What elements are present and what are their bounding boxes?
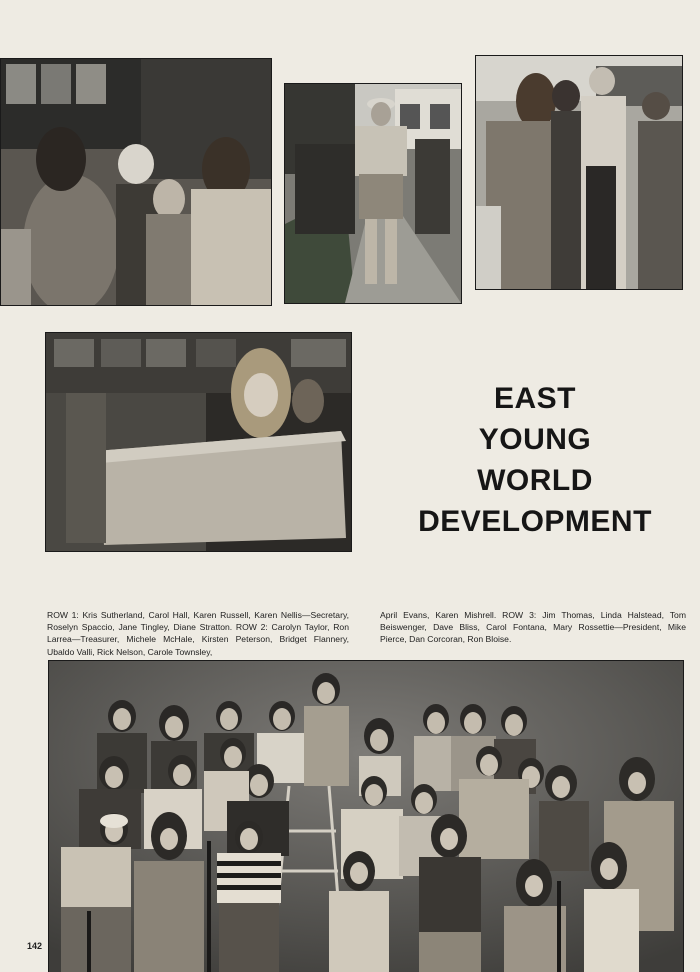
page-title — [400, 378, 670, 542]
photo-girl-with-box — [45, 332, 352, 552]
photo-man-on-path — [284, 83, 462, 304]
group-photo — [48, 660, 684, 972]
title-line-world: WORLD — [477, 464, 593, 497]
title-line-development: DEVELOPMENT — [418, 505, 652, 538]
caption-right-column: April Evans, Karen Mishrell. ROW 3: Jim Thomas, Linda Halstead, Tom Beiswenger, Dave Bliss, Carol Fontana, Mary Rossettie—President, Mike Pierce, Dan Corcoran, Ron Bloise. — [380, 610, 686, 645]
caption-left-column: ROW 1: Kris Sutherland, Carol Hall, Karen Russell, Karen Nellis—Secretary, Roselyn Spaccio, Jane Tingley, Diane Stratton. ROW 2: Carolyn Taylor, Ron Larrea—Treasurer, Michele McHale, Kirsten Peterson, Bridget Flannery, Ubaldo Valli, Rick Nelson, Carole Townsley, — [47, 610, 349, 657]
title-line-young: YOUNG — [478, 423, 592, 456]
title-line-east: EAST — [493, 382, 576, 415]
photo-group-walking — [475, 55, 683, 290]
page-number: 142 — [27, 941, 43, 951]
photo-students-in-coats — [0, 58, 272, 306]
